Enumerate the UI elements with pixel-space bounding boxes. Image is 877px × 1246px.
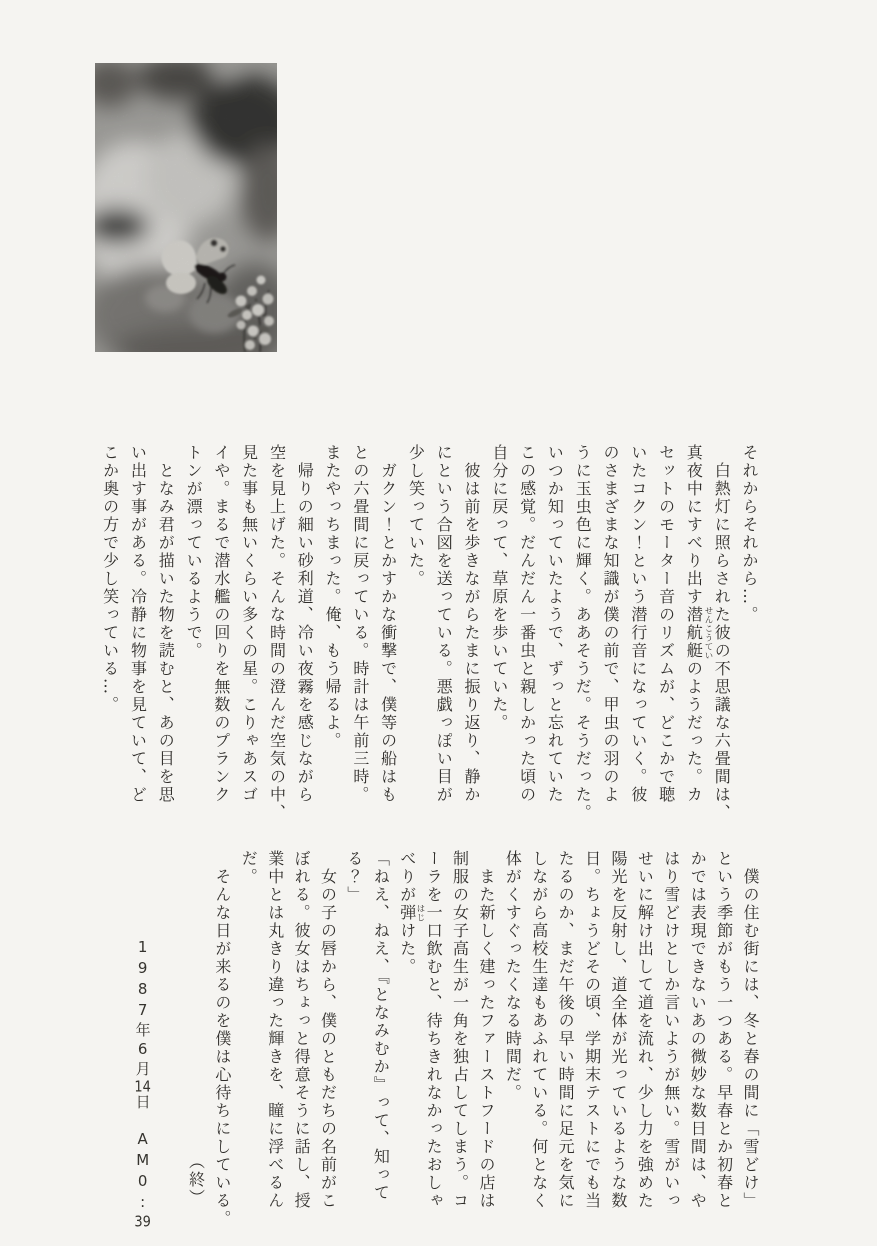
- text-column: 彼は前を歩きながらたまに振り返り、静か: [462, 444, 482, 804]
- text-column: 真夜中にすべり出す潜航艇のようだった。カ: [684, 444, 704, 804]
- text-column: 白熱灯に照らされた彼の不思議な六畳間は、: [712, 444, 732, 822]
- text-column: うに玉虫色に輝く。ああそうだ。そうだった。: [573, 444, 593, 822]
- date-ampm: AM0:: [133, 1130, 152, 1214]
- furigana-senkoutei: せんこうてい: [703, 606, 713, 660]
- text-column: こか奥の方で少し笑っている…。: [100, 444, 120, 714]
- text-column: 空を見上げた。そんな時間の澄んだ空気の中、: [267, 444, 287, 822]
- text-column: 業中とは丸きり違った輝きを、瞳に浮べるん: [265, 850, 285, 1210]
- text-column: る？」: [344, 850, 364, 904]
- text-column: という季節がもう一つある。早春とか初春と: [714, 850, 734, 1210]
- story-text-middle-block: [96, 444, 763, 828]
- date-day: 14: [134, 1079, 151, 1094]
- text-column: にという合図を送っている。悪戯っぽい目が: [434, 444, 454, 804]
- text-column: 日。ちょうどその頃、学期末テストにでも当: [582, 850, 602, 1210]
- text-column: 「ねえ、ねえ、『となみむか』って、知って: [371, 850, 391, 1202]
- text-column: ーラを一口飲むと、待ちきれなかったおしゃ: [424, 850, 444, 1210]
- text-column: そんな日が来るのを僕は心待ちにしている。: [212, 850, 232, 1228]
- end-mark: （終）: [186, 1153, 206, 1207]
- text-column: 少し笑っていた。: [406, 444, 426, 588]
- text-column: またやっちまった。俺、もう帰るよ。: [323, 444, 343, 750]
- text-column: 帰りの細い砂利道、冷い夜霧を感じながら: [295, 444, 315, 804]
- text-column: 制服の女子高生が一角を独占してしまう。コ: [450, 850, 470, 1210]
- text-column: しながら高校生達もあふれている。何となく: [529, 850, 549, 1210]
- text-column: 見た事も無いくらい多くの星。こりゃあスゴ: [239, 444, 259, 804]
- text-column: のさまざまな知識が僕の前で、甲虫の羽のよ: [601, 444, 621, 804]
- text-column: たるのか、まだ午後の早い時間に足元を気に: [556, 850, 576, 1210]
- date-signature: [129, 850, 155, 1229]
- text-column: せいに解け出して道を流れ、少し力を強めた: [635, 850, 655, 1210]
- text-column: い出す事がある。冷静に物事を見ていて、ど: [128, 444, 148, 804]
- text-column: はり雪どけとしか言いようが無い。雪がいっ: [661, 850, 681, 1210]
- text-column: それからそれから…。: [740, 444, 759, 624]
- text-column: いつか知っていたようで、ずっと忘れていた: [545, 444, 565, 804]
- text-column: セットのモーター音のリズムが、どこかで聴: [656, 444, 676, 804]
- date-day-suffix: 日: [133, 1094, 152, 1130]
- text-column: との六畳間に戻っている。時計は午前三時。: [350, 444, 370, 804]
- text-column: べりが弾けた。: [397, 850, 417, 976]
- text-column: かでは表現できないあの微妙な数日間は、や: [688, 850, 708, 1210]
- furigana-hajiketa: はじ: [415, 904, 425, 922]
- story-text-bottom-block: [129, 850, 763, 1229]
- text-column: イや。まるで潜水艦の回りを無数のプランク: [211, 444, 231, 804]
- text-column: 僕の住む街には、冬と春の間に「雪どけ」: [741, 850, 760, 1210]
- date-minutes: 39: [134, 1214, 151, 1229]
- text-column: 自分に戻って、草原を歩いていた。: [489, 444, 509, 732]
- text-column: となみ君が描いた物を読むと、あの目を思: [156, 444, 176, 804]
- text-column: だ。: [239, 850, 259, 886]
- column-gap: [156, 850, 182, 1216]
- text-column: いたコクン！という潜行音になっていく。彼: [628, 444, 648, 804]
- text-column: 体がくすぐったくなる時間だ。: [503, 850, 523, 1102]
- butterfly-photo: [95, 63, 277, 352]
- text-column: ガクン！とかすかな衝撃で、僕等の船はも: [378, 444, 398, 804]
- butterfly-photo-image: [95, 63, 277, 352]
- date-year-month: 1987年6月: [133, 938, 152, 1079]
- text-column: 陽光を反射し、道全体が光っているような数: [608, 850, 628, 1210]
- text-column: 女の子の唇から、僕のともだちの名前がこ: [318, 850, 338, 1210]
- text-column: トンが漂っているようで。: [184, 444, 204, 660]
- text-column: ぼれる。彼女はちょっと得意そうに話し、授: [292, 850, 312, 1210]
- text-column: また新しく建ったファーストフードの店は: [476, 850, 496, 1210]
- text-column: この感覚。だんだん一番虫と親しかった頃の: [517, 444, 537, 804]
